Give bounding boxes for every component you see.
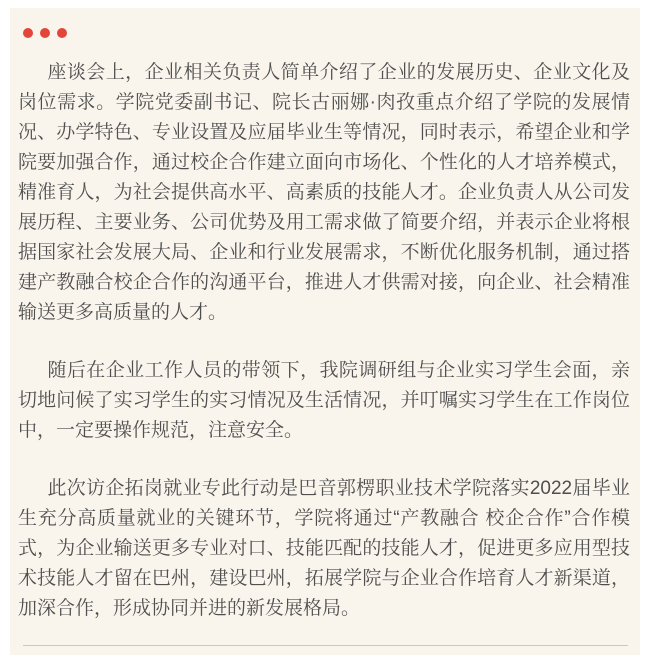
article-paragraph-2: 随后在企业工作人员的带领下，我院调研组与企业实习学生会面，亲切地问候了实习学生的实习情况及生活情况，并叮嘱实习学生在工作岗位中，一定要操作规范，注意安全。 [18, 360, 630, 441]
red-dot-icon [57, 28, 67, 38]
article-panel [10, 8, 640, 655]
article-paragraph-3: 此次访企拓岗就业专此行动是巴音郭楞职业技术学院落实2022届毕业生充分高质量就业的关键环节，学院将通过“产教融合 校企合作”合作模式，为企业输送更多专业对口、技能匹配的技能人才，促进更多应用型技术技能人才留在巴州，建设巴州，拓展学院与企业合作培育人才新渠道，加深合作，形成协同并进的新发展格局。 [18, 478, 630, 619]
article-paragraph-1: 座谈会上，企业相关负责人简单介绍了企业的发展历史、企业文化及岗位需求。学院党委副书记、院长古丽娜·肉孜重点介绍了学院的发展情况、办学特色、专业设置及应届毕业生等情况，同时表示，希望企业和学院要加强合作，通过校企合作建立面向市场化、个性化的人才培养模式，精准育人，为社会提供高水平、高素质的技能人才。企业负责人从公司发展历程、主要业务、公司优势及用工需求做了简要介绍，并表示企业将根据国家社会发展大局、企业和行业发展需求，不断优化服务机制，通过搭建产教融合校企合作的沟通平台，推进人才供需对接，向企业、社会精准输送更多高质量的人才。 [18, 62, 630, 323]
red-dot-icon [40, 28, 50, 38]
decorative-dots [23, 28, 630, 38]
bottom-divider [23, 645, 628, 646]
red-dot-icon [23, 28, 33, 38]
